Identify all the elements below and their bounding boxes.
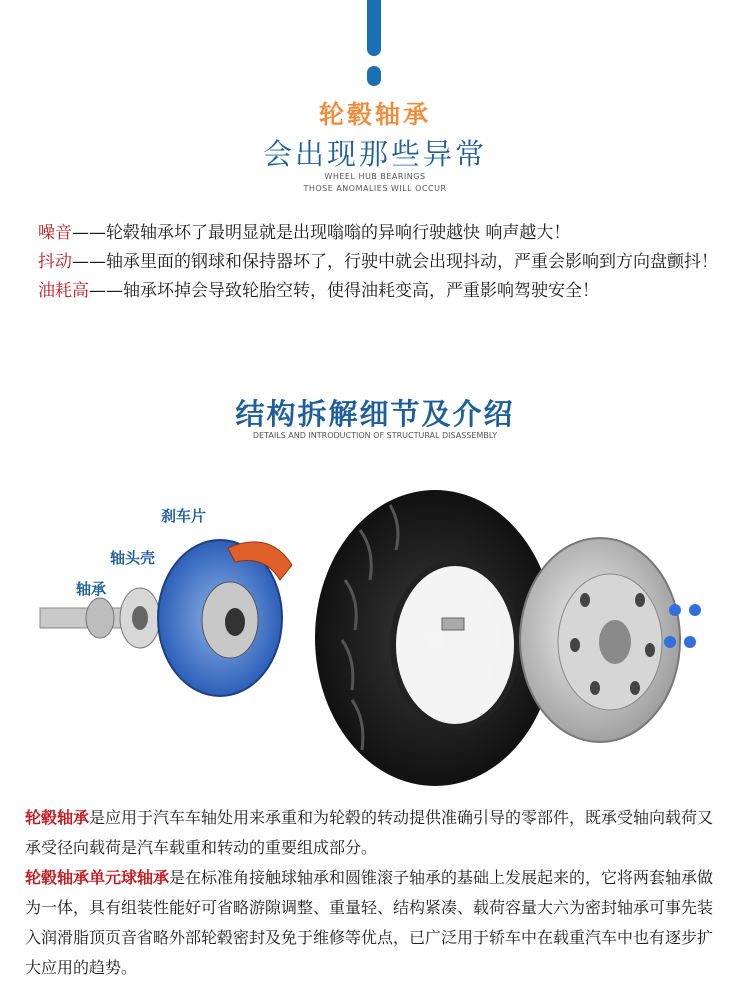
exploded-wheel-diagram bbox=[30, 470, 730, 800]
description-text: 是应用于汽车车轴处用来承重和为轮毂的转动提供准确引导的零部件，既承受轴向载荷又承受径向载荷是汽车载重和转动的重要组成部分。 bbox=[25, 808, 714, 857]
anomaly-item bbox=[38, 248, 728, 277]
label-brake-pad: 刹车片 bbox=[161, 507, 207, 525]
label-hub-shell: 轴头壳 bbox=[110, 549, 156, 567]
anomaly-term: 抖动 bbox=[38, 252, 72, 272]
wheel-rim bbox=[520, 538, 680, 742]
anomaly-text: ——轴承坏掉会导致轮胎空转，使得油耗变高，严重影响驾驶安全！ bbox=[89, 281, 599, 301]
top-decor-bar bbox=[367, 0, 381, 56]
anomaly-term: 噪音 bbox=[38, 223, 72, 243]
header-en-line1: WHEEL HUB BEARINGS bbox=[324, 172, 426, 181]
section-en: DETAILS AND INTRODUCTION OF STRUCTURAL DISASSEMBLY bbox=[252, 431, 498, 440]
header-title-sub: 会出现那些异常 bbox=[262, 137, 487, 171]
description-block bbox=[25, 803, 725, 983]
description-paragraph bbox=[25, 863, 725, 983]
header-title-main: 轮毂轴承 bbox=[318, 100, 431, 129]
anomaly-list bbox=[38, 219, 728, 306]
anomaly-item bbox=[38, 219, 728, 248]
section-title: 结构拆解细节及介绍 bbox=[235, 397, 515, 431]
anomaly-text: ——轴承里面的钢球和保持器坏了，行驶中就会出现抖动，严重会影响到方向盘颤抖！ bbox=[72, 252, 718, 272]
wheel-illustration bbox=[30, 470, 730, 800]
description-text: 是在标准角接触球轴承和圆锥滚子轴承的基础上发展起来的，它将两套轴承做为一体，具有组装性能好可省略游隙调整、重量轻、结构紧凑、载荷容量大六为密封轴承可事先装入润滑脂顶页音省略外部轮毂密封及免于维修等优点，已广泛用于轿车中在载重汽车中也有逐步扩大应用的趋势。 bbox=[25, 868, 714, 977]
description-term: 轮毂轴承单元球轴承 bbox=[25, 868, 170, 887]
description-paragraph bbox=[25, 803, 725, 863]
tire bbox=[315, 490, 555, 786]
wheel-bolt bbox=[442, 618, 464, 630]
anomaly-item bbox=[38, 277, 728, 306]
description-term: 轮毂轴承 bbox=[25, 808, 90, 827]
top-decor-dot bbox=[367, 66, 381, 86]
anomaly-text: ——轮毂轴承坏了最明显就是出现嗡嗡的异响行驶越快 响声越大！ bbox=[72, 223, 571, 243]
label-bearing: 轴承 bbox=[76, 580, 107, 598]
header-en-line2: THOSE ANOMALIES WILL OCCUR bbox=[303, 184, 447, 193]
anomaly-term: 油耗高 bbox=[38, 281, 89, 301]
